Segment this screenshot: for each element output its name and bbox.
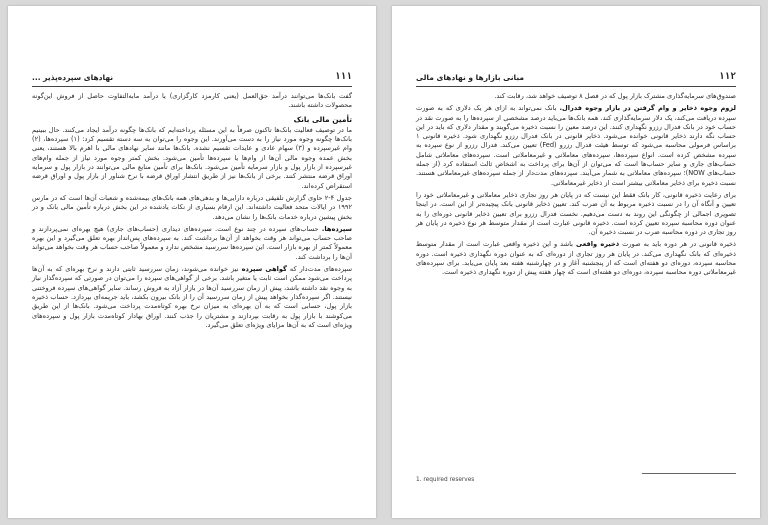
running-head <box>32 70 352 82</box>
paragraph: برای رعایت ذخیره قانونی، کار بانک فقط این نیست که در پایان هر روز تجاری ذخایر معاملاتی و غیرمعاملاتی خود را تعیین و آنگاه آن را در نسبت ذخیره مربوط به آن ضرب کند. تعیین ذخایر قانونی بانک پیچیده‌تر از این است. در اینجا تصویری اجمالی از چگونگی این روند به دست می‌دهیم. نخست فدرال رزرو برای تعیین ذخایر قانونی دوره‌ای را به عنوان دوره محاسبه سپرده تعیین کرده است. ذخیره قانونی عبارت است از مقدار متوسط هر نوع ذخیره در پایان هر روز تجاری در دوره محاسبه ضرب در نسبت ذخیره آن. <box>416 190 736 237</box>
header-rule <box>32 86 352 87</box>
right-page <box>392 6 760 518</box>
page-number: ۱۱۱ <box>334 71 352 82</box>
page-body <box>416 92 736 281</box>
chapter-title: مبانی بازارها و نهادهای مالی <box>416 73 525 82</box>
paragraph: سپرده‌های مدت‌دار که گواهی سپرده نیز خوانده می‌شوند، زمان سررسید ثابتی دارند و نرخ بهره‌ای که به آن‌ها پرداخت می‌شود ممکن است ثابت یا متغیر باشد. برخی از گواهی‌های سپرده را می‌توان در صورتی که سپرده‌گذار نیاز به وجوه نقد داشته باشد، پیش از زمان سررسید آن‌ها در بازار آزاد به فروش رساند. سایر گواهی‌های سپرده فروختنی نیستند. اگر سپرده‌گذار بخواهد پیش از زمان سررسید آن را از بانک بیرون بکشد، باید جریمه‌ای بپردازد. حساب ذخیره بازار پول، حسابی است که به آن بهره‌ای به میزان نرخ بهره کوتاه‌مدت پرداخت می‌شود. بانک‌ها از این طریق می‌کوشند با بازار پول به رقابت بپردازند و مشتریان را جذب کنند. اوراق بهادار کوتاه‌مدت بازار پول و سپرده‌های ویژه‌ای است که به آن‌ها مزایای ویژه‌ای تعلق می‌گیرد. <box>32 265 353 329</box>
paragraph: سپرده‌ها. حساب‌های سپرده در چند نوع است. سپرده‌های دیداری (حساب‌های جاری) هیچ بهره‌ای نمی‌پردازند و صاحب حساب می‌تواند هر وقت بخواهد از آن‌ها برداشت کند. به سپرده‌های پس‌انداز بهره تعلق می‌گیرد و این بهره معمولاً کمتر از بهره بازار است. این سپرده‌ها سررسید مشخص ندارد و معمولاً صاحب حساب هر وقت بخواهد می‌تواند آن‌ها را برداشت کند. <box>32 224 352 261</box>
chapter-title: نهادهای سپرده‌پذیر ... <box>32 73 114 82</box>
run-in-heading: سپرده‌ها. <box>321 224 352 233</box>
paragraph: ذخیره قانونی در هر دوره باید به صورت ذخیره واقعی باشد و این ذخیره واقعی عبارت است از مقدار متوسط ذخیره‌ای که بانک نگهداری می‌کند. در پایان هر روز تجاری از دوره‌ای که به عنوان دوره نگهداری ذخیره است. دوره محاسبه سپرده، دوره‌ای دو هفته‌ای است که از پنجشنبه آغاز و در چهارشنبه هفته بعد پایان می‌یابد. برای سپرده‌های غیرمعاملاتی دوره محاسبه سپرده، دوره‌ای دو هفته‌ای است که چهار هفته پیش از دوره نگهداری ذخیره است. <box>416 240 736 277</box>
paragraph: گفت بانک‌ها می‌توانند درآمد حق‌العمل (یعنی کارمزد کارگزاری) یا درآمد مابه‌التفاوت حاصل از فروش این‌گونه محصولات داشته باشند. <box>32 92 352 110</box>
running-head <box>416 70 736 82</box>
paragraph: جدول ۴-۲ حاوی گزارش تلفیقی درباره دارایی‌ها و بدهی‌های همه بانک‌های بیمه‌شده و شعبات آن‌ها است که در مارس ۱۹۹۲ در ایالات متحد فعالیت داشته‌اند. این ارقام بسیاری از نکات یادشده در این بخش درباره تأمین مالی بانک و در بخش پیشین درباره خدمات بانک‌ها را نشان می‌دهد. <box>32 193 352 221</box>
bold-term: گواهی سپرده <box>241 265 287 274</box>
header-rule <box>416 86 736 87</box>
footnote-rule <box>642 473 736 474</box>
section-heading: تأمین مالی بانک <box>293 114 352 124</box>
run-in-heading: لزوم وجوه ذخایر و وام گرفتن در بازار وجوه فدرال. <box>559 104 736 113</box>
paragraph: صندوق‌های سرمایه‌گذاری مشترک بازار پول که در فصل ۸ توصیف خواهد شد، رقابت کند. <box>494 92 736 100</box>
page-number: ۱۱۲ <box>718 71 736 82</box>
paragraph: ما در توصیف فعالیت بانک‌ها تاکنون صرفاً به این مسئله پرداخته‌ایم که بانک‌ها چگونه درآمد ایجاد می‌کنند. حال ببینیم بانک‌ها چگونه وجوه مورد نیاز را به دست می‌آورند. این وجوه را می‌توان به سه دسته تقسیم کرد: (۱) سپرده‌ها، (۲) وام غیرسپرده و (۳) سهام عادی و عایدات تقسیم نشده. بانک‌ها مانند سایر نهادهای مالی با اهرم بالا هستند، یعنی بخش عمده وجوه مالی آن‌ها از وام‌ها یا سپرده‌ها تأمین می‌شود. بخش کمتر وجوه مورد نیاز از جمله وام‌های غیرسپرده از بازار پول و بازار سرمایه تأمین می‌شود. بانک‌ها برای تأمین منابع مالی می‌توانند در بازار پول و سرمایه اوراق قرضه منتشر کنند. برخی از بانک‌ها نیز از طریق انتشار اوراق قرضه با نرخ شناور از بازار پول و اوراق قرضه استقراض کرده‌اند. <box>32 125 353 190</box>
left-page <box>8 6 376 518</box>
bold-term: ذخیره واقعی <box>576 240 620 249</box>
page-body <box>32 92 352 333</box>
paragraph: لزوم وجوه ذخایر و وام گرفتن در بازار وجوه فدرال. بانک نمی‌تواند به ازای هر یک دلاری که به صورت سپرده دریافت می‌کند، یک دلار سرمایه‌گذاری کند. همه بانک‌ها می‌باید درصد مشخصی از سپرده‌ها را به صورت نقد در حساب خود در بانک فدرال رزرو نگهداری کنند. این درصد معین را نسبت ذخیره می‌گویند و مقدار دلاری که باید در این حساب نگه دارند ذخایر قانونی خوانده می‌شود. ذخایر قانونی در بانک فدرال رزرو نگهداری شود. ذخیره قانونی ۱ براساس فرمولی محاسبه می‌شود که توسط هیئت فدرال رزرو (Fed) تعیین می‌کند. فدرال رزرو از نوع سپرده به سپرده مشخص کرده است. انواع سپرده‌ها، سپرده‌های معاملاتی و غیرمعاملاتی است. سپرده‌های معاملاتی شامل حساب‌های جاری و سایر حساب‌ها است که می‌توان از آن‌ها برای پرداخت به اشخاص ثالث استفاده کرد (از جمله حساب‌های NOW)؛ سپرده‌های معاملاتی به شمار می‌آیند. سپرده‌های مدت‌دار از جمله سپرده‌های غیرمعاملاتی هستند. نسبت ذخیره برای ذخایر معاملاتی بیشتر است از ذخایر غیرمعاملاتی. <box>416 104 736 187</box>
footnote: 1. required reserves <box>416 477 475 483</box>
